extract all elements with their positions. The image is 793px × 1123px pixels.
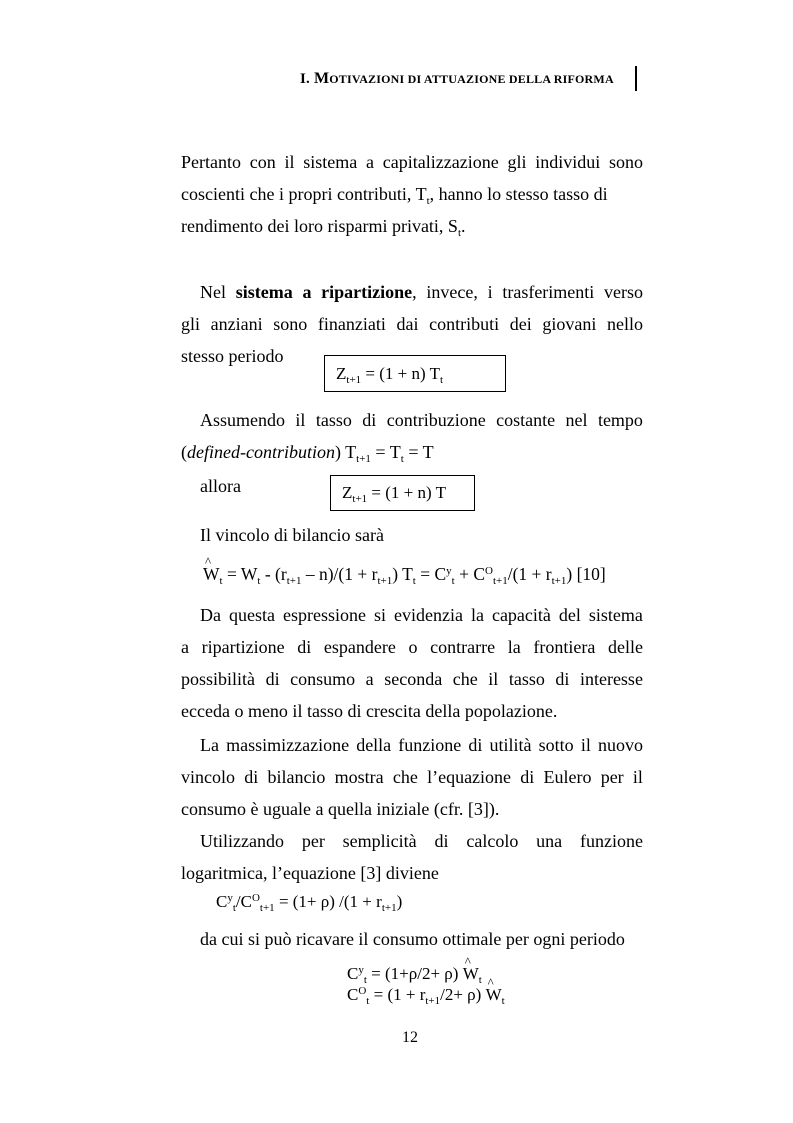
subscript: t+1 [381, 902, 397, 914]
word: giovani [542, 314, 597, 334]
text: = T [370, 442, 401, 462]
subscript: t [400, 453, 404, 465]
word: a [366, 152, 375, 172]
word: tempo [597, 410, 643, 430]
p4-line4: ecceda o meno il tasso di crescita della popolazione. [181, 701, 558, 721]
equation-3 [216, 892, 402, 912]
subscript: t+1 [346, 374, 362, 386]
p6-line2: logaritmica, l’equazione [3] diviene [181, 863, 439, 883]
subscript: t+1 [425, 995, 441, 1007]
equation-box-1 [324, 355, 506, 392]
header-title: OTIVAZIONI DI ATTUAZIONE DELLA RIFORMA [329, 72, 614, 86]
text: /2+ ρ) [440, 985, 486, 1004]
subscript: t [257, 575, 261, 587]
superscript: O [358, 985, 367, 997]
header-rule [635, 66, 637, 91]
subscript: t [426, 195, 430, 207]
word: questa [229, 605, 275, 625]
word: sistema [588, 605, 643, 625]
subscript: t [232, 902, 236, 914]
word: possibilità [181, 669, 256, 689]
p1-line3 [181, 216, 466, 237]
text: = W [222, 564, 258, 584]
word: vincolo [181, 767, 235, 787]
text: . [461, 216, 466, 236]
word: nello [606, 314, 643, 334]
word: di [468, 735, 483, 755]
text: – n)/(1 + r [301, 564, 378, 584]
word: di [555, 669, 570, 689]
text: Z [342, 483, 353, 502]
word: sotto [538, 735, 574, 755]
text: = C [415, 564, 447, 584]
p5-line3: consumo è uguale a quella iniziale (cfr. [3]). [181, 799, 500, 819]
subscript: t [478, 974, 482, 986]
word: che [392, 767, 418, 787]
word: di [434, 831, 449, 851]
word: il [580, 735, 591, 755]
word: per [301, 831, 325, 851]
word: una [536, 831, 563, 851]
italic-term: defined-contribution [187, 442, 335, 462]
word: nuovo [597, 735, 643, 755]
p2-line1 [200, 282, 643, 303]
text: = (1+ρ/2+ ρ) [366, 964, 463, 983]
text: , hanno lo stesso tasso di [429, 184, 608, 204]
subscript: t [219, 575, 223, 587]
word: nel [565, 410, 588, 430]
p7-line: da cui si può ricavare il consumo ottimale per ogni periodo [200, 929, 625, 949]
subscript: t [439, 374, 444, 386]
equation-box-2 [330, 475, 475, 511]
word: il [632, 767, 643, 787]
word: Eulero [543, 767, 592, 787]
word: espandere [323, 637, 396, 657]
word: Da [200, 605, 221, 625]
w-hat: ^ W [486, 985, 502, 1005]
word: Utilizzando [200, 831, 284, 851]
word: dai [396, 314, 419, 334]
word: a [365, 669, 374, 689]
word: il [488, 669, 499, 689]
word: con [249, 152, 276, 172]
subscript: t+1 [551, 575, 567, 587]
word: sistema [303, 152, 358, 172]
word: dei [509, 314, 532, 334]
p3-line2 [181, 442, 434, 463]
superscript: y [358, 964, 364, 976]
word: individui [535, 152, 601, 172]
vincolo-line: Il vincolo di bilancio sarà [200, 525, 384, 545]
word: capitalizzazione [382, 152, 499, 172]
text: = T [403, 442, 434, 462]
w-hat: ^ W [463, 964, 479, 984]
subscript: t+1 [356, 453, 371, 465]
text: /(1 + r [507, 564, 552, 584]
running-header [300, 70, 614, 88]
text: coscienti che i propri contributi, T [181, 184, 427, 204]
word: mostra [334, 767, 384, 787]
word: tasso [508, 669, 545, 689]
word: ripartizione [201, 637, 285, 657]
word: contrarre [430, 637, 496, 657]
p1-line2-text [181, 184, 608, 205]
superscript: O [485, 565, 493, 577]
word: contributi [429, 314, 500, 334]
word: sono [608, 152, 643, 172]
text: = (1+ ρ) /(1 + r [274, 892, 382, 911]
text: Z [336, 364, 347, 383]
p4-line3 [181, 669, 643, 690]
text: = (1 + r [369, 985, 426, 1004]
text: ) T [334, 442, 357, 462]
text: - (r [260, 564, 287, 584]
subscript: t [363, 974, 367, 986]
p4-line2 [181, 637, 643, 658]
text: ) [396, 892, 403, 911]
p1-line1 [181, 152, 643, 173]
text: /C [235, 892, 252, 911]
subscript: t [501, 995, 505, 1007]
subscript: t [457, 227, 462, 239]
word: il [295, 410, 306, 430]
w-hat: ^ W [203, 564, 220, 585]
word: anziani [210, 314, 263, 334]
equation-2 [342, 483, 446, 503]
word: Assumendo [200, 410, 285, 430]
text: = (1 + n) T [367, 483, 446, 502]
word: Pertanto [181, 152, 241, 172]
word: frontiera [533, 637, 596, 657]
word: contribuzione [386, 410, 486, 430]
text: + C [454, 564, 486, 584]
subscript: t+1 [286, 575, 302, 587]
superscript: y [446, 565, 452, 577]
text: ) T [392, 564, 413, 584]
header-cap: M [313, 70, 330, 87]
word: l’equazione [427, 767, 512, 787]
word: semplicità [342, 831, 417, 851]
word: delle [608, 637, 643, 657]
text: , invece, i trasferimenti verso [412, 282, 644, 302]
superscript: O [251, 892, 260, 904]
p5-line2 [181, 767, 643, 788]
subscript: t [412, 575, 416, 587]
subscript: t [366, 995, 370, 1007]
text: rendimento dei loro risparmi privati, S [181, 216, 458, 236]
text: C [216, 892, 228, 911]
word: di [297, 637, 312, 657]
p6-line1 [200, 831, 643, 852]
word: interesse [579, 669, 643, 689]
p2-line3: stesso periodo [181, 346, 284, 366]
word: il [284, 152, 295, 172]
word: funzione [580, 831, 643, 851]
p3-line1 [200, 410, 643, 431]
text: ) [10] [566, 564, 606, 584]
word: bilancio [267, 767, 326, 787]
text: Nel [200, 282, 236, 302]
text: ( [181, 442, 187, 462]
word: La [200, 735, 219, 755]
text: = (1 + n) T [361, 364, 440, 383]
p5-line1 [200, 735, 643, 756]
word: finanziati [317, 314, 386, 334]
word: di [244, 767, 259, 787]
word: gli [507, 152, 527, 172]
text: C [347, 964, 359, 983]
text: C [347, 985, 359, 1004]
p4-line1 [200, 605, 643, 626]
word: della [356, 735, 392, 755]
word: utilità [489, 735, 532, 755]
word: calcolo [466, 831, 519, 851]
subscript: t+1 [492, 575, 508, 587]
word: seconda [384, 669, 443, 689]
word: costante [496, 410, 556, 430]
subscript: t+1 [377, 575, 393, 587]
word: la [507, 637, 521, 657]
word: la [470, 605, 484, 625]
word: per [600, 767, 624, 787]
word: di [265, 669, 280, 689]
p2-line2 [181, 314, 643, 335]
word: del [558, 605, 581, 625]
subscript: t+1 [352, 493, 368, 505]
word: di [362, 410, 377, 430]
word: sono [273, 314, 308, 334]
page-number: 12 [402, 1029, 418, 1046]
word: si [373, 605, 386, 625]
bold-term: sistema a ripartizione [235, 282, 413, 302]
word: consumo [290, 669, 356, 689]
word: a [181, 637, 189, 657]
equation-4 [347, 964, 482, 984]
allora-label: allora [200, 476, 241, 496]
word: di [520, 767, 535, 787]
p1-line2 [181, 184, 643, 205]
word: tasso [315, 410, 352, 430]
equation-5 [347, 985, 505, 1005]
equation-1 [336, 364, 443, 384]
word: che [452, 669, 478, 689]
word: gli [181, 314, 201, 334]
word: o [408, 637, 418, 657]
word: espressione [282, 605, 366, 625]
word: capacità [491, 605, 551, 625]
superscript: y [227, 892, 233, 904]
chapter-number: I. [300, 71, 310, 87]
word: funzione [398, 735, 462, 755]
subscript: t [451, 575, 455, 587]
subscript: t+1 [259, 902, 275, 914]
equation-10 [203, 564, 606, 585]
word: evidenzia [393, 605, 463, 625]
word: massimizzazione [226, 735, 350, 755]
